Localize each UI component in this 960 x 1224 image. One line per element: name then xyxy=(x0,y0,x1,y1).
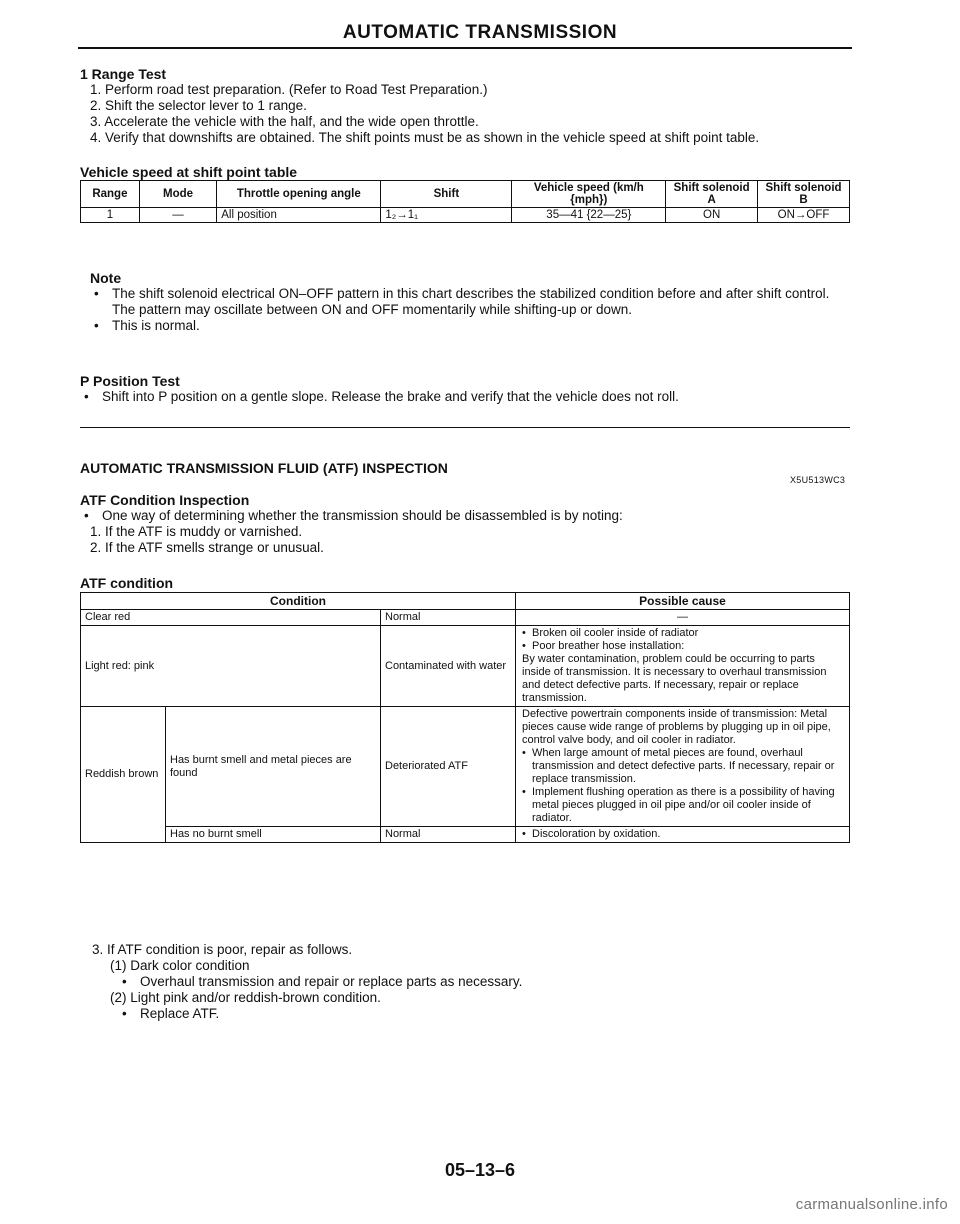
range-test-title: 1 Range Test xyxy=(80,66,167,82)
col-header: Shift solenoid B xyxy=(758,181,850,208)
note-item: • The shift solenoid electrical ON–OFF pattern in this chart describes the stabilized condition before and after shift control. The pattern may oscillate between ON and OFF momentarily while shifting-up or down. xyxy=(90,286,830,318)
cell: Normal xyxy=(381,610,516,626)
table-row xyxy=(81,208,850,223)
atf-condition-section xyxy=(80,492,860,556)
col-header: Condition xyxy=(81,593,516,610)
atf-condition-title: ATF Condition Inspection xyxy=(80,492,250,508)
cell: 1₂→1₁ xyxy=(381,208,512,223)
cause-bullet: • Discoloration by oxidation. xyxy=(522,828,845,841)
cause-bullet: • Broken oil cooler inside of radiator xyxy=(522,627,845,640)
cell: Has burnt smell and metal pieces are found xyxy=(166,707,381,827)
atf-section-title: AUTOMATIC TRANSMISSION FLUID (ATF) INSPECTION xyxy=(80,460,448,476)
note-section xyxy=(90,270,830,334)
shift-point-table xyxy=(80,180,850,223)
cell: Has no burnt smell xyxy=(166,827,381,843)
cell: Reddish brown xyxy=(81,707,166,843)
table-row xyxy=(81,610,850,626)
range-test-step: 4. Verify that downshifts are obtained. The shift points must be as shown in the vehicle speed at shift point table. xyxy=(90,130,760,145)
shift-table-caption: Vehicle speed at shift point table xyxy=(80,164,298,180)
cell: — xyxy=(139,208,216,223)
atf-table-caption: ATF condition xyxy=(80,575,174,591)
cell: 35—41 {22—25} xyxy=(512,208,666,223)
cell: Light red: pink xyxy=(81,626,381,707)
cause-text: Defective powertrain components inside of transmission: Metal pieces cause wide range of problems by plugging up in oil pipe, control valve body, and oil cooler in radiator. xyxy=(522,708,831,746)
note-item: • This is normal. xyxy=(90,318,830,334)
page-number: 05–13–6 xyxy=(444,1160,516,1180)
table-row xyxy=(81,626,850,707)
p-test-item: • Shift into P position on a gentle slope. Release the brake and verify that the vehicle does not roll. xyxy=(80,389,860,405)
atf-intro: • One way of determining whether the transmission should be disassembled is by noting: xyxy=(80,508,860,524)
cause-bullet: • Poor breather hose installation: xyxy=(522,640,845,653)
cell: ON xyxy=(666,208,758,223)
doc-code: X5U513WC3 xyxy=(790,475,846,485)
cell: — xyxy=(516,610,850,626)
cell: Contaminated with water xyxy=(381,626,516,707)
table-header-row xyxy=(81,593,850,610)
range-test-steps xyxy=(80,82,870,146)
table-header-row xyxy=(81,181,850,208)
repair-step: 3. If ATF condition is poor, repair as follows. xyxy=(92,942,353,957)
repair-step: • Replace ATF. xyxy=(118,1006,852,1022)
page-title: AUTOMATIC TRANSMISSION xyxy=(342,22,618,43)
col-header: Shift xyxy=(381,181,512,208)
col-header: Range xyxy=(81,181,140,208)
cell xyxy=(516,827,850,843)
cell: ON→OFF xyxy=(758,208,850,223)
cause-text: By water contamination, problem could be occurring to parts inside of transmission. It is necessary to overhaul transmission and detect defective parts. If necessary, repair or replace transmission. xyxy=(522,653,827,704)
cell xyxy=(516,707,850,827)
repair-step: (2) Light pink and/or reddish-brown condition. xyxy=(110,990,381,1005)
col-header: Vehicle speed (km/h {mph}) xyxy=(512,181,666,208)
cause-bullet: • Implement flushing operation as there is a possibility of having metal pieces plugged in oil pipe and/or oil cooler inside of radiator. xyxy=(522,786,845,825)
range-test-step: 2. Shift the selector lever to 1 range. xyxy=(90,98,307,113)
p-test-section xyxy=(80,373,860,405)
range-test-step: 1. Perform road test preparation. (Refer to Road Test Preparation.) xyxy=(90,82,488,97)
repair-step: (1) Dark color condition xyxy=(110,958,250,973)
p-test-title: P Position Test xyxy=(80,373,180,389)
table-row xyxy=(81,827,850,843)
cell: Normal xyxy=(381,827,516,843)
col-header: Shift solenoid A xyxy=(666,181,758,208)
cell: 1 xyxy=(81,208,140,223)
col-header: Throttle opening angle xyxy=(217,181,381,208)
note-title: Note xyxy=(90,270,122,286)
table-row xyxy=(81,707,850,827)
range-test-section xyxy=(80,66,870,146)
atf-step: 2. If the ATF smells strange or unusual. xyxy=(90,540,324,555)
atf-steps xyxy=(80,524,860,556)
range-test-step: 3. Accelerate the vehicle with the half, and the wide open throttle. xyxy=(90,114,479,129)
col-header: Possible cause xyxy=(516,593,850,610)
cell xyxy=(516,626,850,707)
cause-bullet: • When large amount of metal pieces are found, overhaul transmission and detect defective parts. If necessary, repair or replace transmission. xyxy=(522,747,845,786)
cell: All position xyxy=(217,208,381,223)
cell: Clear red xyxy=(81,610,381,626)
header-rule xyxy=(78,47,852,49)
atf-condition-table xyxy=(80,592,850,843)
atf-step: 1. If the ATF is muddy or varnished. xyxy=(90,524,303,539)
col-header: Mode xyxy=(139,181,216,208)
section-divider xyxy=(80,427,850,428)
repair-steps xyxy=(92,942,852,1022)
watermark: carmanualsonline.info xyxy=(795,1196,948,1213)
repair-step: • Overhaul transmission and repair or replace parts as necessary. xyxy=(118,974,852,990)
cell: Deteriorated ATF xyxy=(381,707,516,827)
